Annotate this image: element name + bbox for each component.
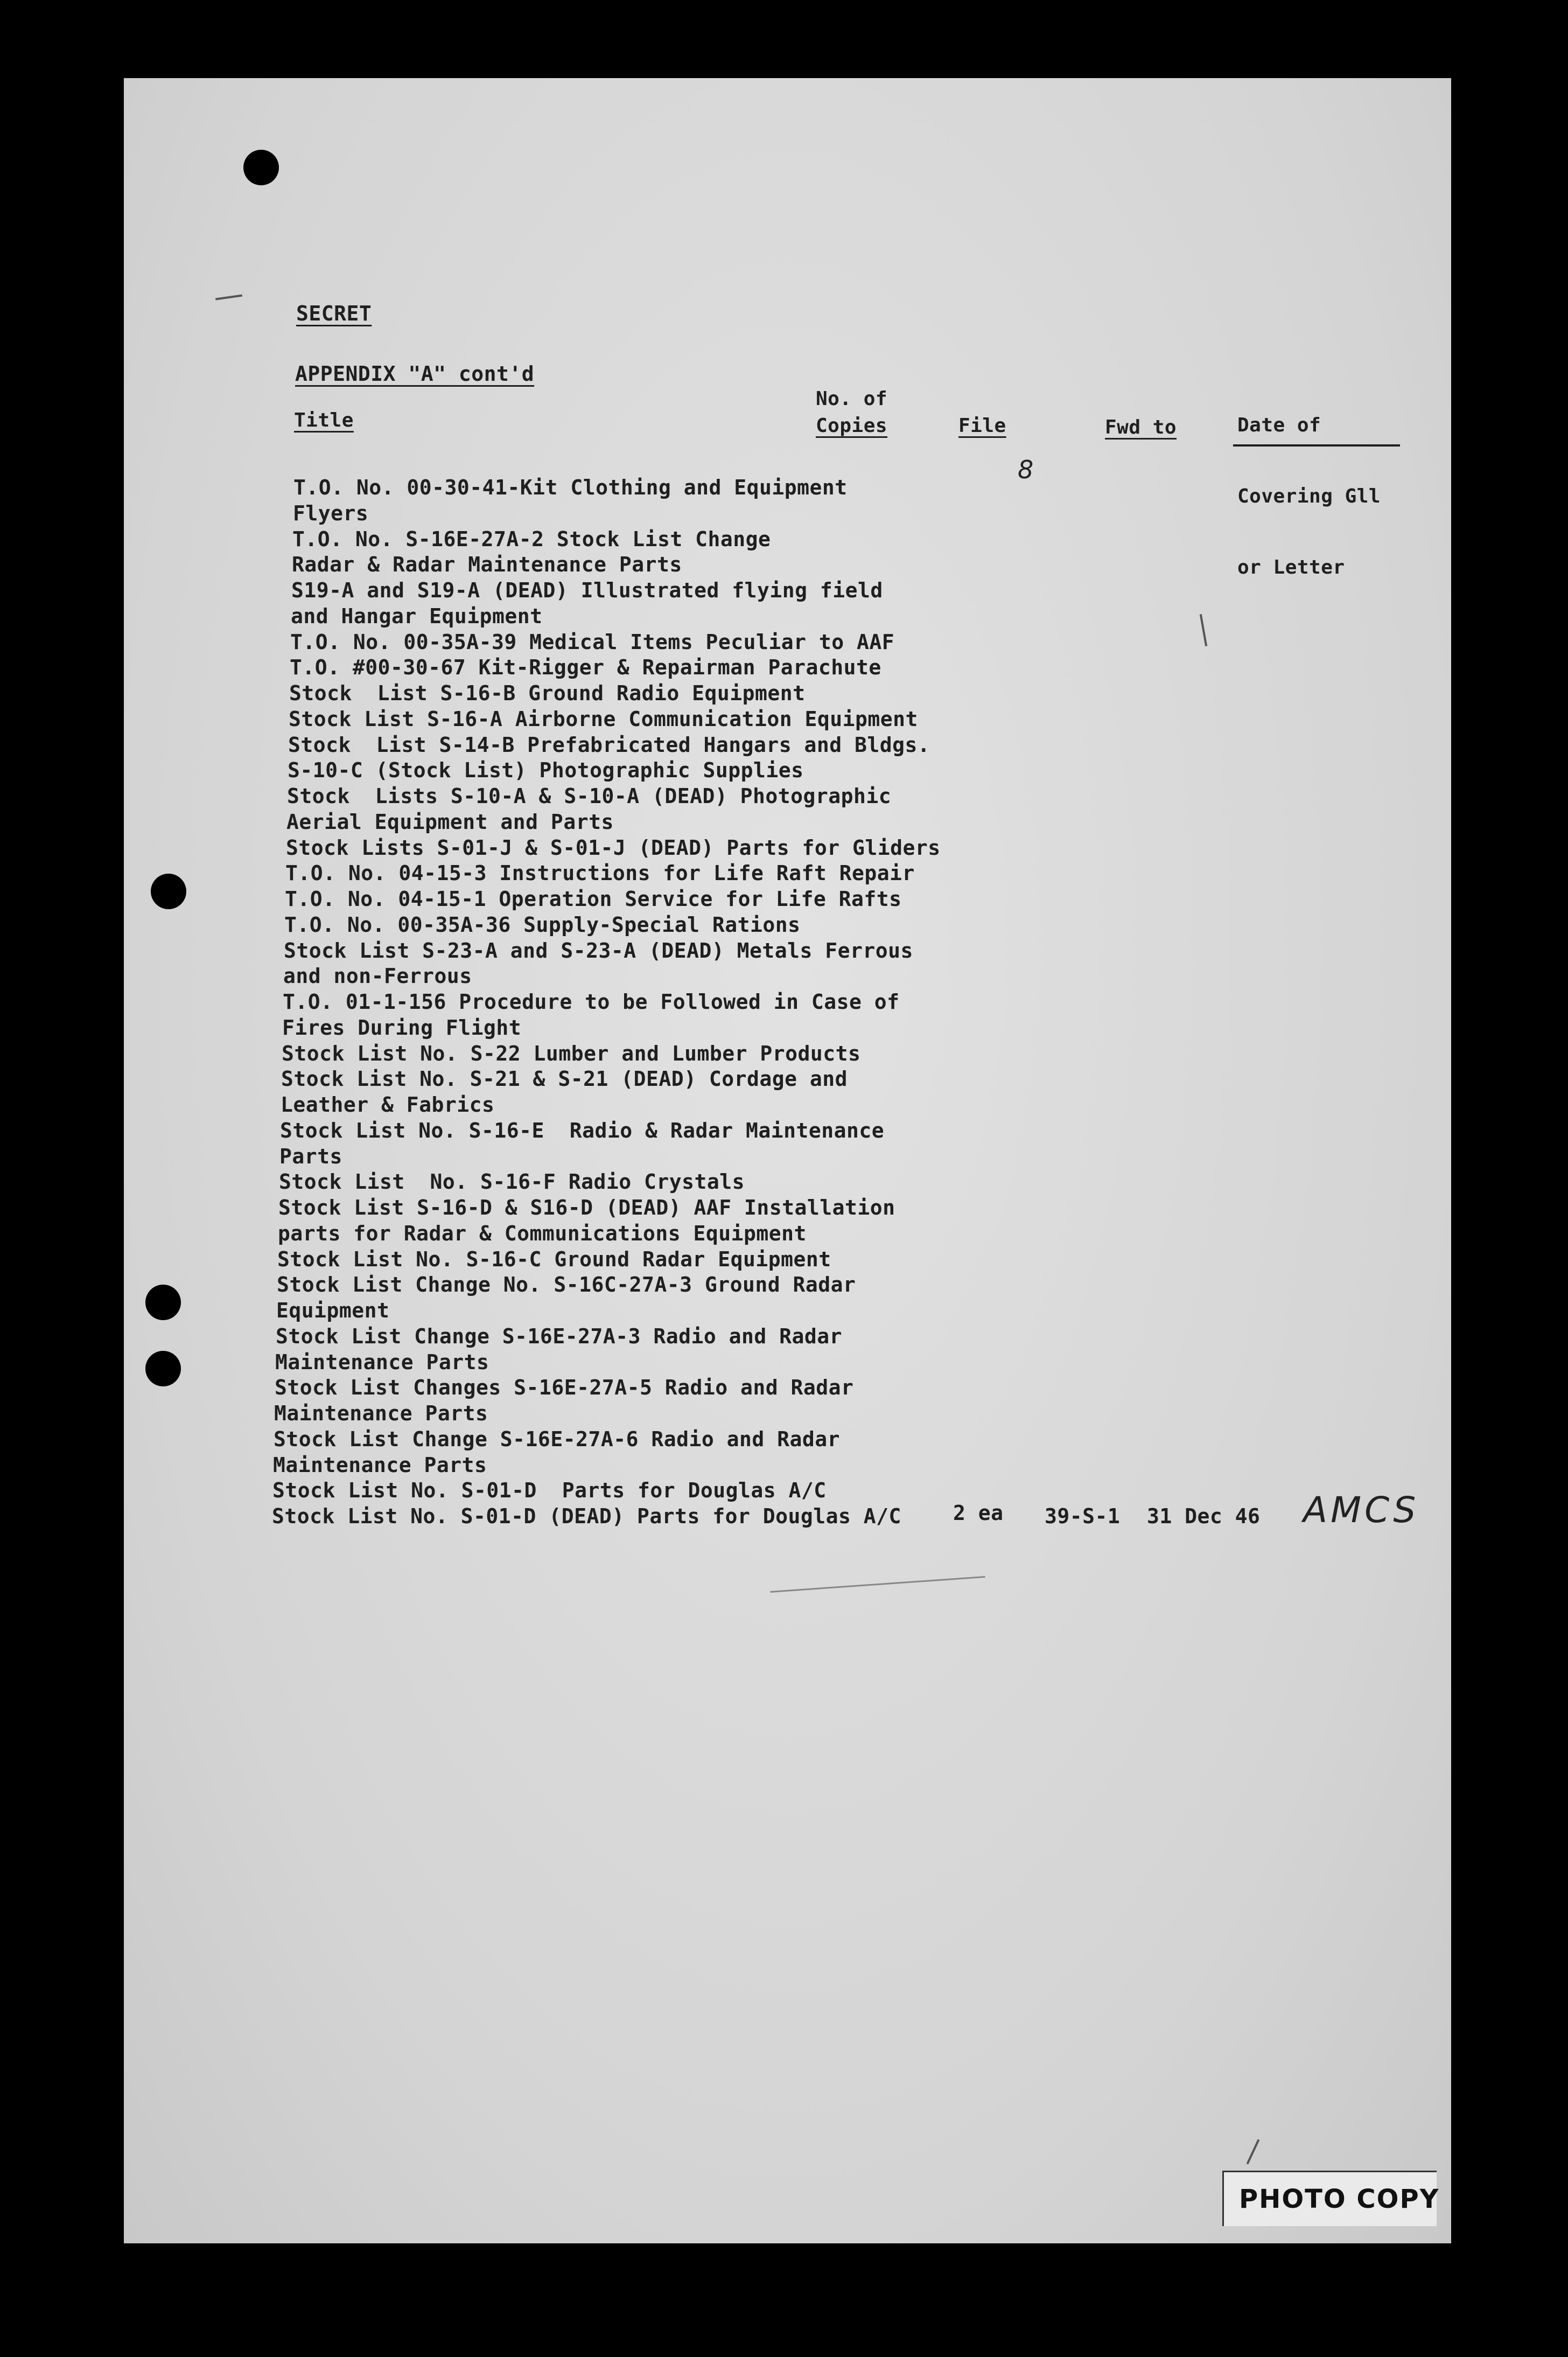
entry-line: T.O. No. 00-30-41-Kit Clothing and Equipment [293, 476, 848, 499]
column-header-fwd-to: Fwd to [1105, 416, 1177, 438]
entry-line: T.O. No. 04-15-3 Instructions for Life Raft Repair [285, 861, 915, 885]
entry-line: Aerial Equipment and Parts [286, 810, 614, 834]
column-header-date-line1: Date of [1237, 414, 1321, 436]
last-row-date: 31 Dec 46 [1147, 1504, 1261, 1528]
entry-line: Stock List No. S-01-D (DEAD) Parts for Douglas A/C [272, 1504, 901, 1528]
punch-hole-middle [151, 874, 186, 909]
column-header-date [1237, 366, 1381, 627]
last-row-file: 39-S-1 [1045, 1504, 1121, 1528]
column-header-copies-line2: Copies [816, 415, 888, 437]
entry-line: T.O. No. 04-15-1 Operation Service for Life Rafts [285, 887, 902, 911]
entry-line: S-10-C (Stock List) Photographic Supplies [288, 758, 804, 782]
column-header-date-rule [1233, 444, 1400, 447]
entry-line: T.O. #00-30-67 Kit-Rigger & Repairman Parachute [290, 656, 881, 679]
document-page [124, 78, 1451, 2243]
handwritten-annotation: AMCS [1303, 1489, 1419, 1531]
entry-line: Stock List S-16-B Ground Radio Equipment [289, 681, 806, 705]
punch-hole-lower-1 [145, 1285, 181, 1320]
entry-line: Stock Lists S-01-J & S-01-J (DEAD) Parts for Gliders [286, 836, 941, 860]
entry-line: Radar & Radar Maintenance Parts [292, 553, 682, 576]
entry-line: and non-Ferrous [283, 964, 472, 988]
entry-line: Stock List No. S-22 Lumber and Lumber Products [282, 1042, 861, 1065]
column-header-date-line2: Covering Gll [1237, 485, 1381, 507]
entry-line: Maintenance Parts [274, 1401, 488, 1425]
corner-mark [215, 295, 242, 301]
entry-line: Stock List S-16-D & S16-D (DEAD) AAF Installation [278, 1196, 895, 1219]
entry-line: T.O. No. S-16E-27A-2 Stock List Change [292, 527, 771, 551]
entry-line: Stock List Change S-16E-27A-3 Radio and Radar [276, 1324, 843, 1348]
classification-heading: SECRET [296, 302, 372, 325]
column-header-title: Title [294, 409, 354, 431]
entry-line: Maintenance Parts [275, 1350, 489, 1374]
punch-hole-lower-2 [145, 1351, 181, 1386]
column-header-copies-line1: No. of [816, 388, 888, 410]
appendix-heading: APPENDIX "A" cont'd [295, 362, 535, 386]
column-header-file: File [958, 415, 1006, 437]
entry-line: Stock List No. S-16-F Radio Crystals [279, 1170, 745, 1194]
entry-line: Stock List Change S-16E-27A-6 Radio and Radar [274, 1427, 841, 1451]
punch-hole-top [243, 150, 279, 185]
entry-line: T.O. No. 00-35A-36 Supply-Special Rations [284, 913, 801, 937]
entry-line: Stock List S-16-A Airborne Communication Equipment [289, 707, 918, 731]
entry-line: Parts [279, 1145, 342, 1168]
entry-line: Stock List Change No. S-16C-27A-3 Ground Radar [277, 1273, 856, 1296]
entry-line: S19-A and S19-A (DEAD) Illustrated flying field [291, 578, 883, 602]
entry-line: Stock List S-14-B Prefabricated Hangars and Bldgs. [288, 733, 930, 757]
photo-copy-stamp [1222, 2171, 1440, 2226]
entry-line: Stock List Changes S-16E-27A-5 Radio and Radar [275, 1376, 854, 1399]
entry-line: Maintenance Parts [273, 1453, 487, 1477]
entry-line: Equipment [276, 1299, 390, 1322]
pencil-line [770, 1576, 985, 1593]
pencil-tick-2 [1247, 2139, 1260, 2164]
entry-line: Stock List No. S-16-C Ground Radar Equipment [277, 1247, 831, 1271]
entry-line: Stock List No. S-01-D Parts for Douglas A/C [272, 1479, 827, 1502]
column-header-date-line3: or Letter [1237, 556, 1345, 578]
entry-line: Stock List No. S-21 & S-21 (DEAD) Cordage and [281, 1067, 848, 1091]
entry-line: and Hangar Equipment [291, 604, 543, 628]
handwritten-file-mark: 8 [1018, 455, 1034, 484]
entry-line: Stock List S-23-A and S-23-A (DEAD) Metals Ferrous [284, 939, 913, 963]
entry-line: parts for Radar & Communications Equipment [278, 1222, 807, 1245]
entry-line: T.O. No. 00-35A-39 Medical Items Peculiar to AAF [290, 630, 895, 654]
entry-line: Flyers [293, 501, 369, 525]
entry-line: T.O. 01-1-156 Procedure to be Followed in Case of [283, 990, 900, 1014]
entry-line: Leather & Fabrics [281, 1093, 495, 1117]
last-row-copies: 2 ea [953, 1501, 1004, 1525]
photo-copy-stamp-text: PHOTO COPY [1239, 2184, 1440, 2214]
entry-line: Stock List No. S-16-E Radio & Radar Maintenance [280, 1119, 885, 1142]
entry-line: Stock Lists S-10-A & S-10-A (DEAD) Photographic [287, 784, 892, 808]
pencil-tick [1200, 614, 1207, 646]
entry-line: Fires During Flight [282, 1016, 522, 1040]
